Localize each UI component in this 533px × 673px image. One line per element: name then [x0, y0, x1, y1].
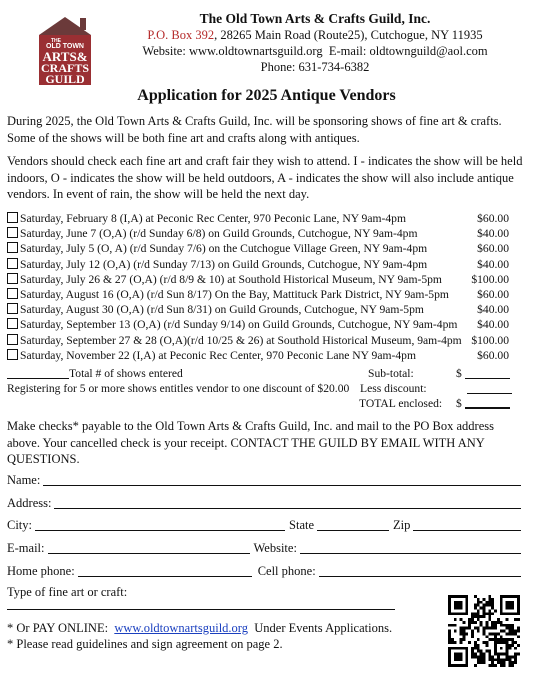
- show-description: Saturday, June 7 (O,A) (r/d Sunday 6/8) on Guild Grounds, Cutchogue, NY 9am-4pm: [20, 227, 418, 241]
- logo-text-4: CRAFTS: [40, 61, 90, 75]
- org-name: The Old Town Arts & Crafts Guild, Inc.: [199, 11, 431, 26]
- total-enclosed-blank[interactable]: [465, 396, 510, 409]
- total-shows-blank[interactable]: [7, 367, 69, 379]
- show-price: $40.00: [477, 227, 509, 241]
- email-website-row: [7, 538, 521, 556]
- home-phone-label: Home phone:: [7, 564, 75, 578]
- city-label: City:: [7, 518, 33, 532]
- logo-text-1: THE: [51, 38, 61, 44]
- guidelines-note: * Please read guidelines and sign agreement on page 2.: [7, 637, 283, 651]
- guild-logo: [36, 15, 94, 85]
- show-description: Saturday, September 13 (O,A) (r/d Sunday 9/14) on Guild Grounds, Cutchogue, NY 9am-4pm: [20, 318, 458, 332]
- logo-text-2: OLD TOWN: [46, 43, 84, 50]
- po-box: P.O. Box 392: [147, 28, 215, 42]
- show-row: [7, 348, 519, 363]
- show-checkbox[interactable]: [7, 334, 18, 345]
- cell-phone-label: Cell phone:: [257, 564, 316, 578]
- show-description: Saturday, September 27 & 28 (O,A)(r/d 10/25 & 26) at Southold Historical Museum, 9am-4pm: [20, 333, 462, 347]
- show-checkbox[interactable]: [7, 318, 18, 329]
- less-discount-blank[interactable]: [467, 382, 512, 394]
- show-price: $40.00: [477, 257, 509, 271]
- show-description: Saturday, July 12 (O,A) (r/d Sunday 7/13) on Guild Grounds, Cutchogue, NY 9am-4pm: [20, 257, 428, 271]
- pay-online-suffix: Under Events Applications.: [254, 621, 393, 635]
- total-enclosed-field: [456, 396, 510, 411]
- address-field[interactable]: [54, 496, 521, 509]
- address-line: [105, 27, 525, 44]
- address-label: Address:: [7, 496, 52, 510]
- website-text[interactable]: Website: www.oldtownartsguild.org: [142, 44, 323, 58]
- less-discount-label: Less discount:: [360, 382, 427, 395]
- home-phone-field[interactable]: [78, 564, 252, 577]
- phone-row: [7, 561, 521, 579]
- email-field[interactable]: [48, 541, 250, 554]
- show-price: $100.00: [471, 333, 509, 347]
- total-shows-label: Total # of shows entered: [69, 367, 183, 380]
- phone-line: Phone: 631-734-6382: [260, 60, 370, 74]
- show-description: Saturday, February 8 (I,A) at Peconic Rec Center, 970 Peconic Lane, NY 9am-4pm: [20, 212, 406, 225]
- show-price: $60.00: [477, 242, 509, 256]
- street-address: , 28265 Main Road (Route25), Cutchogue, NY 11935: [214, 28, 483, 42]
- show-row: [7, 211, 519, 226]
- website-field[interactable]: [300, 541, 521, 554]
- subtotal-field: [456, 366, 510, 381]
- total-currency: $: [456, 397, 462, 410]
- art-type-row: [7, 582, 307, 600]
- payment-instructions: Make checks* payable to the Old Town Arts & Crafts Guild, Inc. and mail to the PO Box address above. Your cancelled check is your receipt. CONTACT THE GUILD BY EMAIL WITH ANY QUESTIONS.: [7, 419, 494, 466]
- show-row: [7, 302, 519, 317]
- email-text[interactable]: E-mail: oldtownguild@aol.com: [328, 44, 488, 58]
- email-label: E-mail:: [7, 541, 45, 555]
- show-description: Saturday, August 30 (O,A) (r/d Sun 8/31) on Guild Grounds, Cutchogue, NY 9am-5pm: [20, 303, 424, 317]
- show-row: [7, 257, 519, 272]
- subtotal-currency: $: [456, 367, 462, 380]
- show-price: $60.00: [477, 287, 509, 301]
- pay-online-line: [7, 620, 437, 637]
- logo-text-3: ARTS&: [42, 49, 88, 64]
- total-shows-row: [7, 366, 183, 381]
- show-list: [7, 211, 519, 363]
- subtotal-blank[interactable]: [465, 367, 510, 379]
- city-field[interactable]: [35, 518, 285, 531]
- address-row: [7, 493, 521, 511]
- show-row: [7, 287, 519, 302]
- show-checkbox[interactable]: [7, 242, 18, 253]
- name-field[interactable]: [43, 473, 521, 486]
- show-row: [7, 317, 519, 332]
- show-price: $40.00: [477, 303, 509, 317]
- pay-online-prefix: * Or PAY ONLINE:: [7, 621, 109, 635]
- show-price: $60.00: [477, 212, 509, 225]
- discount-note: Registering for 5 or more shows entitles vendor to one discount of $20.00: [7, 382, 350, 395]
- intro-paragraph: During 2025, the Old Town Arts & Crafts Guild, Inc. will be sponsoring shows of fine art & crafts. Some of the shows will be both fine art and crafts along with antiques.: [7, 114, 502, 145]
- cell-phone-field[interactable]: [319, 564, 521, 577]
- total-enclosed-label: TOTAL enclosed:: [359, 397, 443, 410]
- show-checkbox[interactable]: [7, 288, 18, 299]
- website-label: Website:: [253, 541, 297, 555]
- show-checkbox[interactable]: [7, 273, 18, 284]
- contact-line: [105, 43, 525, 60]
- qr-code-icon[interactable]: [447, 595, 521, 667]
- city-state-zip-row: [7, 515, 521, 533]
- show-checkbox[interactable]: [7, 227, 18, 238]
- show-row: [7, 226, 519, 241]
- show-description: Saturday, July 26 & 27 (O,A) (r/d 8/9 & 10) at Southold Historical Museum, NY 9am-5pm: [20, 272, 442, 286]
- show-description: Saturday, August 16 (O,A) (r/d Sun 8/17) On the Bay, Mattituck Park District, NY 9am-5pm: [20, 287, 449, 301]
- art-type-label: Type of fine art or craft:: [7, 585, 128, 599]
- logo-text-5: GUILD: [45, 72, 85, 85]
- pay-online-link[interactable]: www.oldtownartsguild.org: [114, 621, 248, 635]
- show-row: [7, 241, 519, 256]
- name-row: [7, 470, 521, 488]
- show-price: $60.00: [477, 348, 509, 362]
- page-title: Application for 2025 Antique Vendors: [137, 87, 396, 104]
- show-description: Saturday, November 22 (I,A) at Peconic Rec Center, 970 Peconic Lane NY 9am-4pm: [20, 348, 416, 362]
- zip-field[interactable]: [413, 518, 521, 531]
- show-price: $40.00: [477, 318, 509, 332]
- instructions-paragraph: Vendors should check each fine art and craft fair they wish to attend. I - indicates the show will be held indoors, O - indicates the show will be held outdoors, A - indicates the show will also include antique vendors. In event of rain, the show will be held the next day.: [7, 154, 523, 201]
- art-type-field[interactable]: [7, 609, 395, 610]
- less-discount-field: [467, 381, 512, 396]
- state-label: State: [289, 518, 315, 532]
- show-checkbox[interactable]: [7, 349, 18, 360]
- show-checkbox[interactable]: [7, 303, 18, 314]
- zip-label: Zip: [393, 518, 411, 532]
- show-description: Saturday, July 5 (O, A) (r/d Sunday 7/6) on the Cutchogue Village Green, NY 9am-4pm: [20, 242, 428, 256]
- show-row: [7, 333, 519, 348]
- state-field[interactable]: [317, 518, 389, 531]
- subtotal-label: Sub-total:: [368, 367, 414, 380]
- show-price: $100.00: [471, 272, 509, 286]
- show-row: [7, 272, 519, 287]
- show-checkbox[interactable]: [7, 212, 18, 223]
- name-label: Name:: [7, 473, 41, 487]
- show-checkbox[interactable]: [7, 258, 18, 269]
